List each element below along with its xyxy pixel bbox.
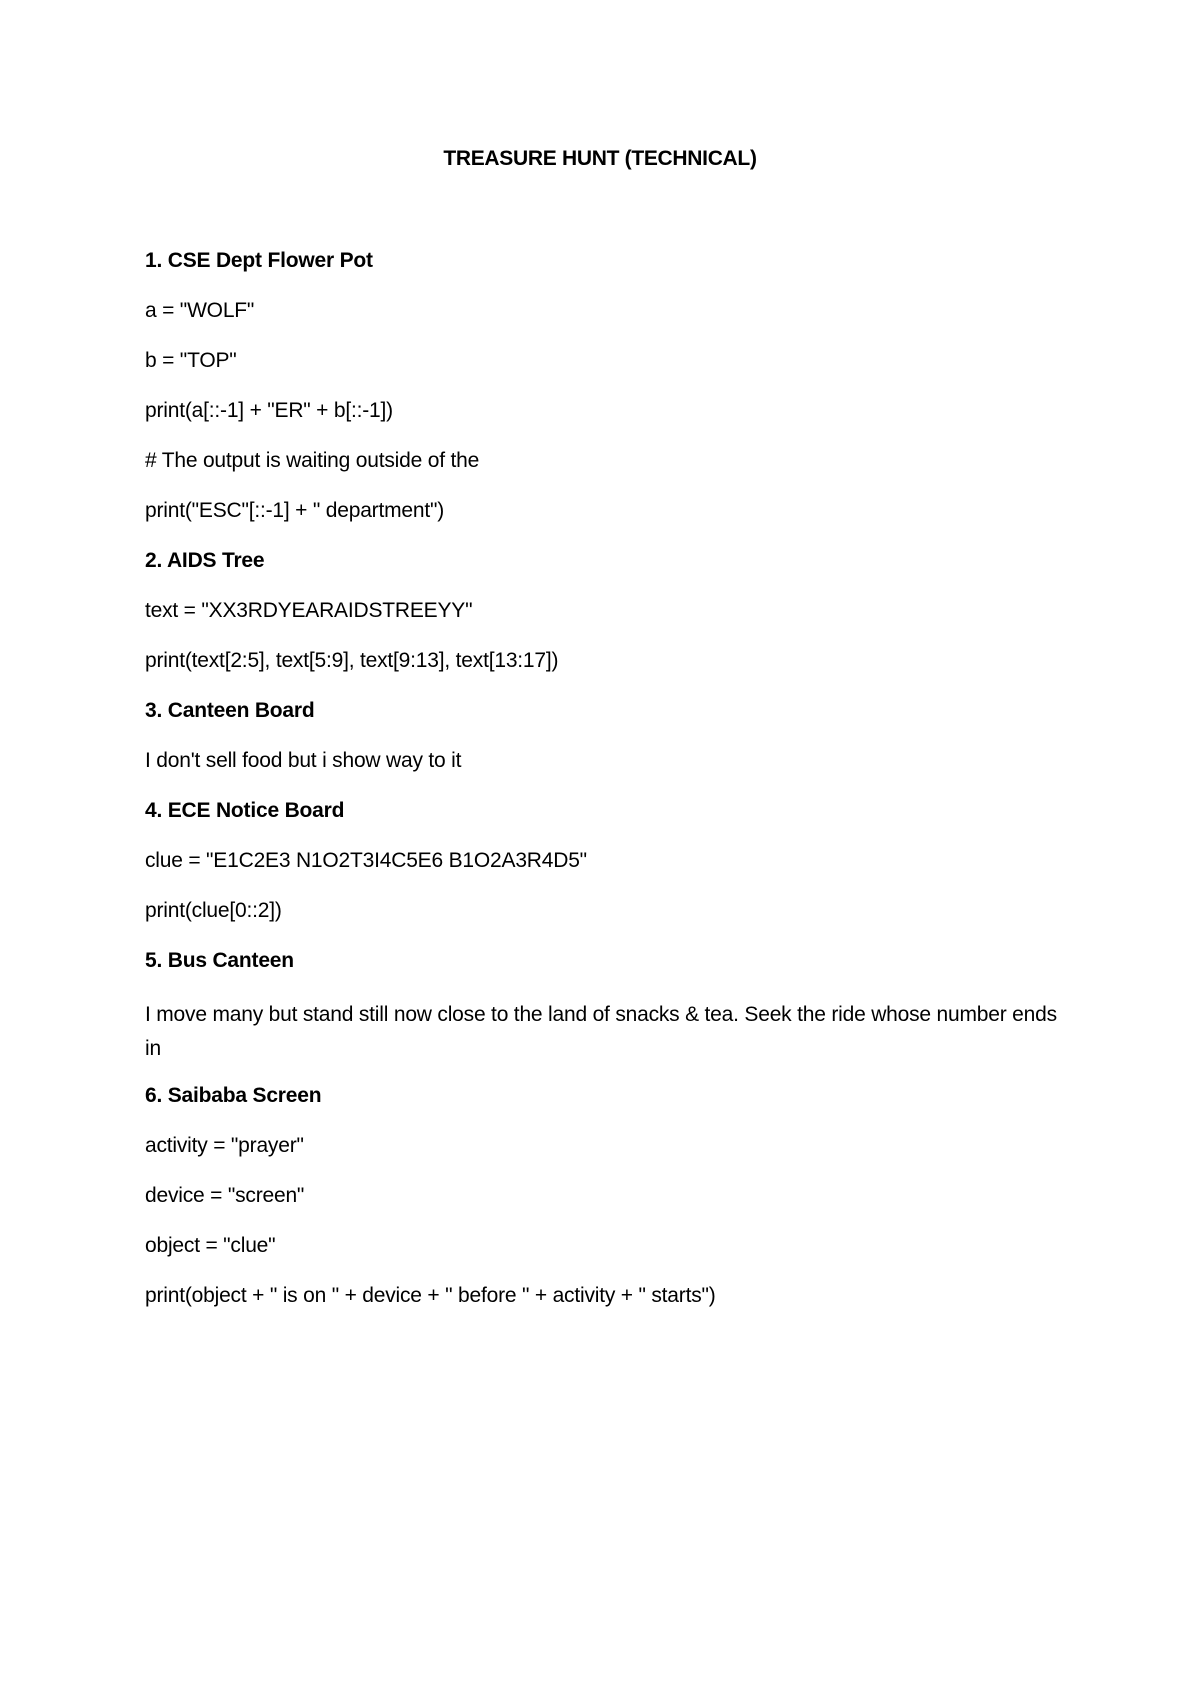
code-line: clue = "E1C2E3 N1O2T3I4C5E6 B1O2A3R4D5" <box>145 849 587 872</box>
riddle-paragraph: I move many but stand still now close to the land of snacks & tea. Seek the ride whose number ends in <box>145 1003 1057 1060</box>
code-line: text = "XX3RDYEARAIDSTREEYY" <box>145 599 473 622</box>
code-line: print(clue[0::2]) <box>145 899 282 922</box>
section-heading: 5. Bus Canteen <box>145 949 294 972</box>
code-line: b = "TOP" <box>145 349 237 372</box>
code-line: activity = "prayer" <box>145 1134 304 1157</box>
section-saibaba-screen <box>145 1083 1065 1309</box>
document-title: TREASURE HUNT (TECHNICAL) <box>443 147 757 170</box>
code-line: print(object + " is on " + device + " before " + activity + " starts") <box>145 1284 716 1307</box>
code-line: device = "screen" <box>145 1184 305 1207</box>
section-heading: 4. ECE Notice Board <box>145 799 345 822</box>
document-body <box>145 248 1065 1333</box>
section-heading: 2. AIDS Tree <box>145 549 265 572</box>
section-cse-dept-flower-pot <box>145 248 1065 524</box>
section-heading: 6. Saibaba Screen <box>145 1084 322 1107</box>
section-canteen-board <box>145 698 1065 774</box>
code-line: print("ESC"[::-1] + " department") <box>145 499 445 522</box>
section-ece-notice-board <box>145 798 1065 924</box>
section-heading: 1. CSE Dept Flower Pot <box>145 249 373 272</box>
code-comment: # The output is waiting outside of the <box>145 449 480 472</box>
riddle-line: I don't sell food but i show way to it <box>145 749 462 772</box>
code-line: print(text[2:5], text[5:9], text[9:13], text[13:17]) <box>145 649 559 672</box>
section-heading: 3. Canteen Board <box>145 699 315 722</box>
section-bus-canteen <box>145 948 1065 1066</box>
code-line: a = "WOLF" <box>145 299 255 322</box>
section-aids-tree <box>145 548 1065 674</box>
code-line: object = "clue" <box>145 1234 276 1257</box>
code-line: print(a[::-1] + "ER" + b[::-1]) <box>145 399 393 422</box>
